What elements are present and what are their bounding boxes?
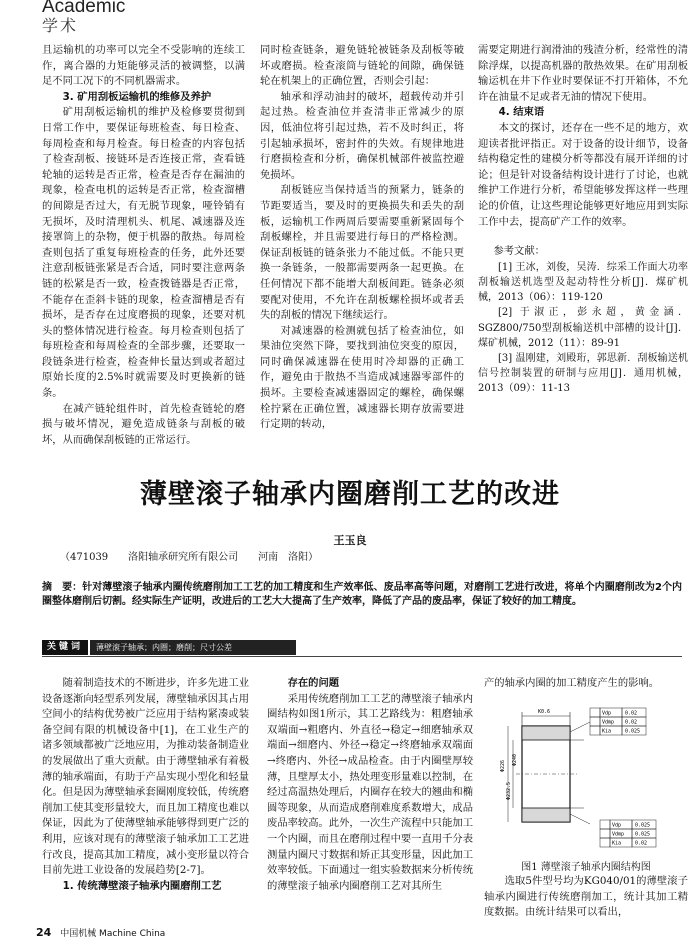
- body-col3-text: 产的轴承内圈的加工精度产生的影响。: [484, 677, 660, 689]
- body-col2-paragraph: 采用传统磨削加工工艺的薄壁滚子轴承内圈结构如图1所示，其工艺路线为：粗磨轴承双端面→粗磨内、外直径→稳定→细磨轴承双端面→细磨内、外径→稳定→终磨轴承双端面→终磨内、外径→成品检查。由于内圈壁厚较薄，且壁厚太小，热处理变形量难以控制，在经过高温热处理后，内圈存在较大的翘曲和椭圆等现象，从而造成磨削难度系数增大，成品废品率较高。此外，一次生产流程中只能加工一个内圈，而且在磨削过程中要一直用千分表测量内圈尺寸数据和矫正其变形量，因此加工效率较低。下面通过一组实验数据来分析传统的薄壁滚子轴承内圈磨削工艺对其所生: [267, 692, 473, 892]
- article-title: 薄壁滚子轴承内圈磨削工艺的改进: [140, 479, 560, 510]
- journal-name: 中国机械 Machine China: [60, 929, 166, 939]
- top-column-2: [260, 43, 464, 433]
- top-column-3: [478, 43, 688, 397]
- top-col2-paragraph: 轴承和浮动油封的破坏，超载传动并引起过热。检查油位并查清非正常减少的原因，低油位将引起过热，若不及时纠正，将引起轴承损坏，密封件的失效。有规律地进行磨损检查和分析，确保机械部件被监控避免损坏。: [260, 90, 464, 181]
- keywords-bar: [90, 640, 296, 655]
- keywords-label: 关键词: [46, 642, 83, 652]
- tolerance-symbol: Vdmp: [612, 831, 625, 838]
- affiliation: （471039 洛阳轴承研究所有限公司 河南 洛阳）: [60, 552, 319, 563]
- top-col2-paragraph: 同时检查链条，避免链轮被链条及刮板等破坏或磨损。检查滚筒与链轮的间隙，确保链轮在机架上的正确位置，否则会引起：: [260, 44, 464, 88]
- tolerance-symbol: Vdp: [612, 822, 622, 829]
- body-col1-heading: 1. 传统薄壁滚子轴承内圈磨削工艺: [62, 879, 222, 892]
- reference-item: [3] 温刚建，刘殿珩，郭思新．刮板输送机信号控制装置的研制与应用[J]．通用机械，2013（09）：11-13: [478, 352, 688, 395]
- body-col3-after-text: 选取5件型号均为KG040/01的薄壁滚子轴承内圈进行传统磨削加工，统计其加工精度数据。由统计结果可以看出，: [484, 875, 688, 919]
- fig-left-label-2: Φ232.5: [506, 781, 512, 800]
- tolerance-value: 0.025: [635, 831, 651, 838]
- top-col3-paragraph: 本文的探讨，还存在一些不足的地方，欢迎读者批评指正。对于设备的设计细节，设备结构稳定性的建模分析等都没有展开详细的讨论；但是针对设备结构设计进行了讨论，也就维护工作进行分析，希望能够发挥这样一些理论的价值，让这些理论能够更好地应用到实际工作中去，提高矿产工作的效率。: [478, 121, 688, 228]
- keywords-rule: [42, 656, 682, 657]
- figure-1-caption: 图1 薄壁滚子轴承内圈结构图: [521, 862, 651, 873]
- reference-item: [1] 王冰，刘俊，吴涛．综采工作面大功率刮板输送机选型及起动特性分析[J]．煤矿机械，2013（06）：119-120: [478, 261, 688, 304]
- fig-left-label-1: Φ226: [500, 759, 506, 772]
- abstract-label: 摘 要：: [42, 582, 83, 593]
- page-number: 24: [36, 926, 52, 939]
- header-cn: 学术: [42, 16, 79, 35]
- top-col1-paragraph: 在减产链轮组件时，首先检查链轮的磨损与破坏情况，避免造成链条与刮板的破坏，从而确保刮板链的正常运行。: [42, 402, 245, 446]
- tolerance-symbol: Vdp: [602, 710, 612, 717]
- figure-1: [500, 702, 690, 852]
- top-col3-paragraph: 需要定期进行润滑油的残渣分析，经常性的清除浮煤，以提高机器的散热效果。在矿用刮板输运机在井下作业时要保证不打开箱体，不允许在油量不足或者无油的情况下使用。: [478, 44, 688, 103]
- top-column-1: [42, 43, 245, 448]
- tolerance-value: 0.025: [625, 728, 641, 735]
- fig-tolerance-table-top: [590, 708, 646, 735]
- keywords-text: 薄壁滚子轴承；内圈；磨削；尺寸公差: [96, 643, 232, 652]
- top-col1-paragraph: 矿用刮板运输机的维护及检修要贯彻到日常工作中，要保证每班检查、每日检查、每周检查和每月检查。每日检查的内容包括了检查刮板、接链环是否连接正常，查看链轮轴的运转是否正常，检查是否存在漏油的现象，检查电机的运转是否正常，检查溜槽的间隙是否过大，有无脱节现象，哑铃销有无损坏，及时清理机头、机尾、减速器及连接罩筒上的杂物，便于机器的散热。每周检查则包括了重复每班检查的任务，此外还要注意刮板链张紧是否合适，同时要注意两条链的松紧是否一致，检查拨链器是否正常，不能存在歪斜卡链的现象，检查溜槽是否有损坏，是否存在过度磨损的现象，还要对机头的整体情况进行检查。每月检查则包括了每班检查和每周检查的全部步骤，还要取一段链条进行检查，检查伸长量达到或者超过原始长度的2.5%时就需要及时更换新的链条。: [42, 106, 245, 400]
- header-en: Academic: [42, 0, 126, 17]
- body-column-2: [267, 676, 473, 894]
- fig-dim-top-label: K0.6: [538, 709, 551, 715]
- abstract: [42, 581, 682, 609]
- body-col3-after-figure: [484, 874, 688, 921]
- body-column-3: [484, 676, 688, 692]
- tolerance-value: 0.02: [635, 840, 648, 847]
- tolerance-symbol: Kia: [602, 728, 612, 735]
- top-col3-heading: 4. 结束语: [498, 106, 545, 119]
- author: 王玉良: [333, 534, 367, 547]
- keywords-row: [42, 640, 682, 656]
- tolerance-value: 0.025: [635, 822, 651, 829]
- footer: [36, 926, 165, 939]
- abstract-text: 针对薄壁滚子轴承内圈传统磨削加工工艺的加工精度和生产效率低、废品率高等问题，对磨削工艺进行改进，将单个内圈磨削改为2个内圈整体磨削后切割。经实际生产证明，改进后的工艺大大提高了生产效率，降低了产品的废品率，保证了较好的加工精度。: [42, 582, 682, 607]
- top-col1-paragraph: 且运输机的功率可以完全不受影响的连续工作，离合器的力矩能够灵活的被调整，以满足不同工况下的不同机器需求。: [42, 44, 245, 88]
- top-col2-paragraph: 刮板链应当保持适当的预紧力，链条的节距要适当，要及时的更换损失和丢失的刮板，运输机工作两周后要需要重新紧固每个刮板螺栓，并且需要进行每日的严格检测。保证刮板链的链条张力不能过低。不能只更换一条链条，一般都需要两条一起更换。在任何情况下都不能增大刮板间距。链条必须要配对使用，不允许在刮板螺栓损坏或者丢失的刮板的情况下继续运行。: [260, 184, 464, 322]
- fig-left-label-3: Φ240: [512, 753, 518, 766]
- body-column-1: [42, 676, 249, 894]
- top-col2-paragraph: 对减速器的检测就包括了检查油位，如果油位突然下降，要找到油位突变的原因，同时确保减速器在使用时冷却器的正确工作，避免由于散热不当造成减速器零部件的损坏。主要检查减速器固定的螺栓，确保螺栓拧紧在正确位置，减速器长期存放需要进行定期的转动，: [260, 324, 464, 431]
- references-title: 参考文献：: [493, 245, 545, 258]
- fig-tolerance-table-bottom: [600, 820, 656, 847]
- tolerance-value: 0.02: [625, 719, 638, 726]
- tolerance-value: 0.02: [625, 710, 638, 717]
- tolerance-symbol: Vdmp: [602, 719, 615, 726]
- top-col1-heading: 3. 矿用刮板运输机的维修及养护: [62, 90, 212, 103]
- body-col1-paragraph: 随着制造技术的不断进步，许多先进工业设备逐渐向轻型系列发展，薄壁轴承因其占用空间小的结构优势被广泛应用于结构紧凑或装备空间有限的机械设备中[1]，在工业生产的诸多领域都被广泛地应用，为推动装备制造业的发展做出了重大贡献。由于薄壁轴承有着极薄的轴承端面，有助于产品实现小型化和轻量化。但是因为薄壁轴承套圈刚度较低，传统磨削加工使其变形量较大，而且加工精度也难以保证，因此为了使薄壁轴承能够得到更广泛的利用，应该对现有的薄壁滚子轴承加工工艺进行改良，提高其加工精度，减小变形量以符合目前先进工业设备的发展趋势[2-7]。: [42, 677, 249, 877]
- body-col2-heading: 存在的问题: [287, 677, 340, 689]
- keywords-label-box: [42, 640, 88, 655]
- tolerance-symbol: Kia: [612, 840, 622, 847]
- reference-item: [2] 于淑正，彭永超，黄金涵．SGZ800/750型刮板输送机中部槽的设计[J]．煤矿机械，2012（11）：89-91: [478, 307, 688, 349]
